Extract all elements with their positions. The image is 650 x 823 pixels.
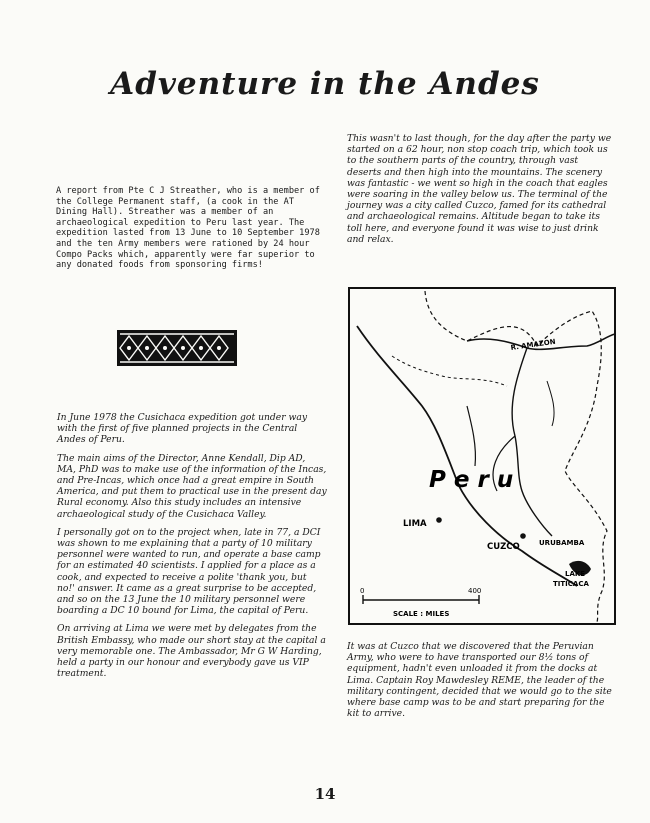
urubamba-river (512, 348, 552, 536)
scale-start: 0 (360, 587, 365, 595)
scale-label: SCALE : MILES (393, 610, 450, 618)
paragraph: The main aims of the Director, Anne Kendall, Dip AD, MA, PhD was to make use of the information of the Incas, and Pre-Incas, which once had a great empire in South America, and put them to practical use in the present day Rural economy. Also this study includes an intensive archaeological study of the Cusichaca Valley. (57, 452, 327, 520)
lima-marker (436, 517, 442, 523)
right-column-top-text: This wasn't to last though, for the day after the party we started on a 62 hour, non stop coach trip, which took us to the southern parts of the country, through vast deserts and then high into the mountains. The scenery was fantastic - we went so high in the coach that eagles were soaring in the valley below us. The terminal of the journey was a city called Cuzco, famed for its cathedral and archaeological remains. Altitude began to take its toll here, and everyone found it was wise to just drink and relax. (347, 133, 612, 245)
right-column-bottom-text: It was at Cuzco that we discovered that the Peruvian Army, who were to have transported our 8½ tons of equipment, hadn't even unloaded it from the docks at Lima. Captain Roy Mawdesley REME, the leader of the military contingent, decided that we would go to the site where base camp was to be and start preparing for the kit to arrive. (347, 641, 612, 720)
lake-label-1: LAKE (565, 570, 586, 578)
coastline (357, 326, 577, 586)
decorative-ornament (117, 330, 237, 366)
cuzco-label: CUZCO (487, 542, 520, 552)
page-number: 14 (314, 785, 336, 803)
paragraph: I personally got on to the project when, late in 77, a DCI was shown to me explaining that a party of 10 military personnel were wanted to run, and operate a base camp for an estimated 40 scientists. I applied for a place as a cook, and expected to receive a polite 'thank you, but no!' answer. It came as a great surprise to be accepted, and so on the 13 June the 10 military personnel were boarding a DC 10 bound for Lima, the capital of Peru. (57, 526, 321, 617)
peru-map (347, 286, 617, 626)
paragraph: On arriving at Lima we were met by delegates from the British Embassy, who made our short stay at the capital a very memorable one. The Ambassador, Mr G W Harding, held a party in our honour and everybody gave us VIP treatment. (57, 623, 326, 680)
left-column-body (57, 412, 327, 686)
lake-label-2: TITICACA (553, 580, 589, 588)
country-label: P e r u (429, 467, 514, 493)
amazon-label: R. AMAZON (510, 337, 557, 352)
intro-text: A report from Pte C J Streather, who is a member of the College Permanent staff, (a cook in the AT Dining Hall). Streather was a member of an archaeological expedition to Peru last year. The expedition lasted from 13 June to 10 September 1978 and the ten Army members were rationed by 24 hour Compo Packs which, apparently were far superior to any donated foods from sponsoring firms! (56, 186, 320, 271)
lima-label: LIMA (403, 519, 427, 529)
scale-end: 400 (468, 587, 482, 595)
cuzco-marker (520, 533, 526, 539)
paragraph: In June 1978 the Cusichaca expedition got under way with the first of five planned projects in the Central Andes of Peru. (57, 412, 308, 446)
urubamba-label: URUBAMBA (539, 539, 585, 547)
article-title: Adventure in the Andes (110, 66, 540, 102)
